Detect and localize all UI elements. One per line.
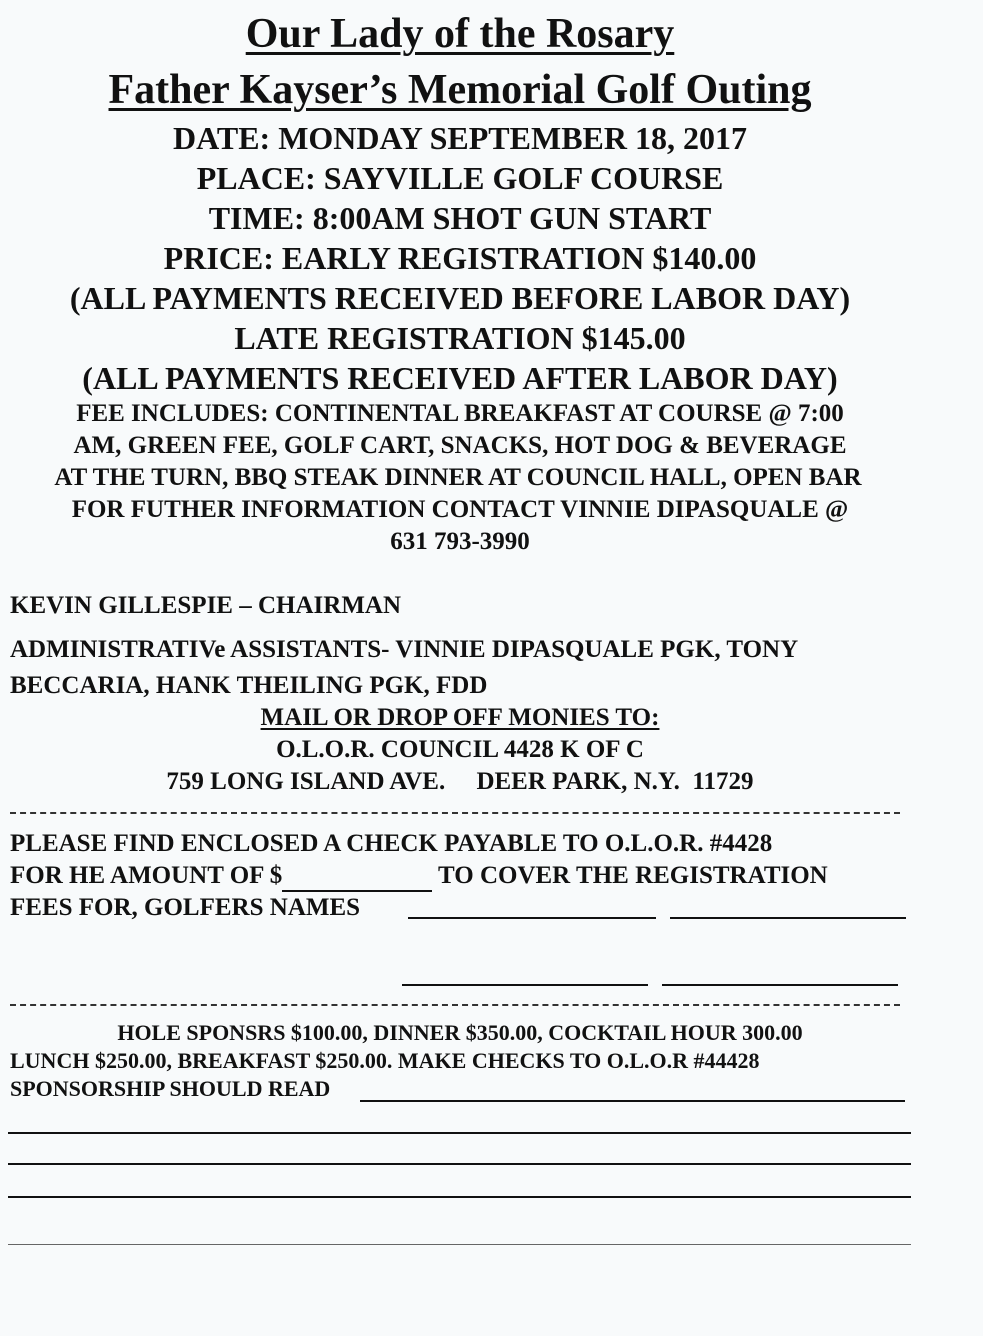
contact-phone: 631 793-3990 (390, 528, 530, 555)
mailing-heading: MAIL OR DROP OFF MONIES TO: (260, 704, 660, 731)
sponsorship-field-2[interactable] (8, 1132, 911, 1134)
golfer-name-field-4[interactable] (662, 984, 898, 986)
golfer-name-field-2[interactable] (670, 917, 906, 919)
sponsor-prices-line-1: HOLE SPONSRS $100.00, DINNER $350.00, COCKTAIL HOUR 300.00 (117, 1020, 803, 1045)
fee-line-3: AT THE TURN, BBQ STEAK DINNER AT COUNCIL HALL, OPEN BAR (54, 464, 862, 491)
early-price: PRICE: EARLY REGISTRATION $140.00 (163, 240, 757, 276)
form-line-1: PLEASE FIND ENCLOSED A CHECK PAYABLE TO O.L.O.R. #4428 (10, 830, 773, 857)
golfers-label: FEES FOR, GOLFERS NAMES (10, 894, 361, 921)
cut-line-2 (10, 1004, 900, 1006)
registration-label: TO COVER THE REGISTRATION (432, 862, 828, 889)
council-name: O.L.O.R. COUNCIL 4428 K OF C (276, 736, 644, 763)
golfer-name-field-1[interactable] (408, 917, 656, 919)
assistants-line-1: ADMINISTRATIVe ASSISTANTS- VINNIE DIPASQUALE PGK, TONY (10, 636, 799, 663)
cut-line (10, 812, 900, 814)
event-date: DATE: MONDAY SEPTEMBER 18, 2017 (173, 120, 747, 156)
early-note: (ALL PAYMENTS RECEIVED BEFORE LABOR DAY) (69, 280, 851, 316)
title-line-2: Father Kayser’s Memorial Golf Outing (108, 67, 812, 113)
form-line-2 (10, 862, 828, 892)
sponsorship-field-4[interactable] (8, 1196, 911, 1198)
amount-field[interactable] (282, 862, 432, 892)
contact-line-1: FOR FUTHER INFORMATION CONTACT VINNIE DIPASQUALE @ (71, 496, 849, 523)
sponsorship-field-1[interactable] (360, 1100, 905, 1102)
sponsorship-label: SPONSORSHIP SHOULD READ (10, 1076, 331, 1101)
sponsor-prices-line-2: LUNCH $250.00, BREAKFAST $250.00. MAKE CHECKS TO O.L.O.R #44428 (10, 1048, 760, 1073)
amount-label: FOR HE AMOUNT OF $ (10, 862, 283, 889)
fee-line-2: AM, GREEN FEE, GOLF CART, SNACKS, HOT DOG & BEVERAGE (73, 432, 847, 459)
golfer-name-field-3[interactable] (402, 984, 648, 986)
late-note: (ALL PAYMENTS RECEIVED AFTER LABOR DAY) (82, 360, 838, 396)
chairman: KEVIN GILLESPIE – CHAIRMAN (10, 592, 402, 619)
late-price: LATE REGISTRATION $145.00 (234, 320, 686, 356)
assistants-line-2: BECCARIA, HANK THEILING PGK, FDD (10, 672, 488, 699)
event-time: TIME: 8:00AM SHOT GUN START (208, 200, 712, 236)
sponsorship-field-3[interactable] (8, 1163, 911, 1165)
council-address: 759 LONG ISLAND AVE. DEER PARK, N.Y. 11729 (166, 768, 754, 795)
sponsorship-field-5[interactable] (8, 1244, 911, 1245)
event-place: PLACE: SAYVILLE GOLF COURSE (196, 160, 724, 196)
fee-line-1: FEE INCLUDES: CONTINENTAL BREAKFAST AT COURSE @ 7:00 (76, 400, 844, 427)
title-line-1: Our Lady of the Rosary (245, 11, 675, 57)
